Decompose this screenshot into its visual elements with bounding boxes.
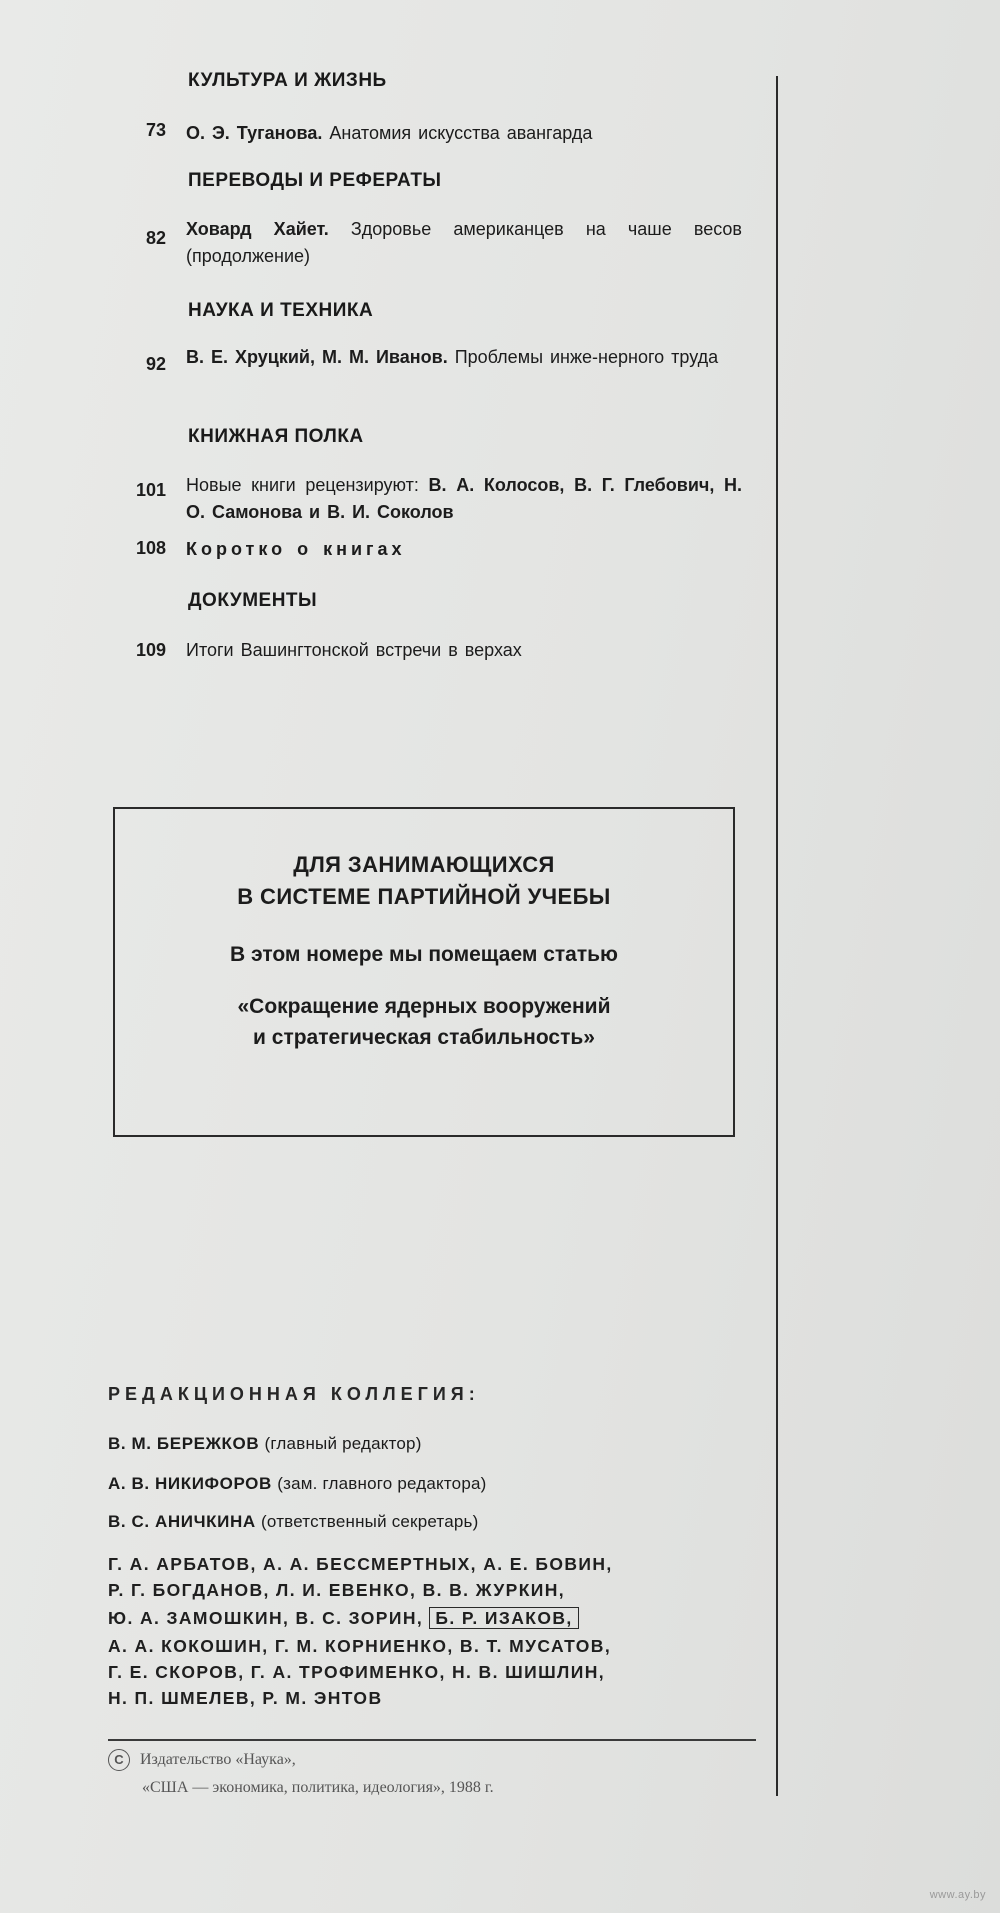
editor-role: (ответственный секретарь) (261, 1512, 479, 1531)
page-number: 92 (145, 354, 166, 374)
editor-role: (главный редактор) (264, 1434, 422, 1453)
board-heading: РЕДАКЦИОННАЯ КОЛЛЕГИЯ: (108, 1384, 480, 1404)
editor-line (108, 1434, 422, 1454)
copyright-notice (108, 1746, 748, 1802)
members-line: Р. Г. БОГДАНОВ, Л. И. ЕВЕНКО, В. В. ЖУРКИН, (108, 1580, 566, 1600)
entry-text (186, 216, 742, 270)
entry-text (186, 120, 742, 147)
page-number: 101 (135, 480, 166, 500)
notice-title (115, 849, 733, 913)
members-line: Г. А. АРБАТОВ, А. А. БЕССМЕРТНЫХ, А. Е. БОВИН, (108, 1554, 613, 1574)
page-number: 73 (145, 120, 166, 140)
entry-title: Проблемы инже-нерного труда (454, 347, 719, 367)
section-title-translations: ПЕРЕВОДЫ И РЕФЕРАТЫ (188, 170, 442, 191)
entry-title: Итоги Вашингтонской встречи в верхах (186, 640, 522, 660)
page-number: 108 (135, 538, 166, 558)
members-line: Н. П. ШМЕЛЕВ, Р. М. ЭНТОВ (108, 1688, 383, 1708)
page-number: 82 (145, 228, 166, 248)
entry-author: В. Е. Хруцкий, М. М. Иванов. (186, 347, 448, 367)
editor-name: А. В. НИКИФОРОВ (108, 1474, 272, 1493)
notice-title-line: ДЛЯ ЗАНИМАЮЩИХСЯ (293, 852, 555, 877)
entry-reviewers: В. А. Колосов, В. Г. Глебович, Н. О. Самонова и В. И. Соколов (186, 475, 742, 522)
section-title-documents: ДОКУМЕНТЫ (188, 590, 318, 611)
section-title-culture: КУЛЬТУРА И ЖИЗНЬ (188, 70, 387, 91)
members-line-text: Ю. А. ЗАМОШКИН, В. С. ЗОРИН, (108, 1608, 424, 1628)
publisher: Издательство «Наука», (140, 1751, 296, 1768)
copyright-icon: C (108, 1749, 130, 1771)
article-title-line: и стратегическая стабильность» (253, 1026, 595, 1049)
copyright-line (108, 1746, 748, 1774)
section-title-science: НАУКА И ТЕХНИКА (188, 300, 374, 321)
entry-title: Коротко о книгах (186, 539, 406, 559)
party-study-notice (113, 807, 735, 1137)
entry-title: Новые книги рецензируют: (186, 475, 419, 495)
members-line (108, 1608, 579, 1629)
notice-article-title (115, 991, 733, 1053)
members-line: А. А. КОКОШИН, Г. М. КОРНИЕНКО, В. Т. МУСАТОВ, (108, 1636, 612, 1656)
members-line: Г. Е. СКОРОВ, Г. А. ТРОФИМЕНКО, Н. В. ШИШЛИН, (108, 1662, 606, 1682)
notice-title-line: В СИСТЕМЕ ПАРТИЙНОЙ УЧЕБЫ (237, 884, 611, 909)
entry-author: О. Э. Туганова. (186, 123, 323, 143)
editor-name: В. М. БЕРЕЖКОВ (108, 1434, 260, 1453)
entry-title: Здоровье американцев на чаше весов (продолжение) (186, 219, 742, 266)
editor-line (108, 1512, 478, 1532)
horizontal-rule (108, 1739, 756, 1741)
page-number: 109 (135, 640, 166, 660)
section-title-bookshelf: КНИЖНАЯ ПОЛКА (188, 426, 364, 447)
editor-line (108, 1474, 487, 1494)
notice-subtitle: В этом номере мы помещаем статью (230, 943, 618, 966)
editor-role: (зам. главного редактора) (277, 1474, 487, 1493)
vertical-rule (776, 76, 778, 1796)
boxed-member-name: Б. Р. ИЗАКОВ, (429, 1607, 578, 1629)
editor-name: В. С. АНИЧКИНА (108, 1512, 256, 1531)
watermark: www.ay.by (929, 1889, 986, 1901)
entry-text (186, 344, 742, 371)
entry-author: Ховард Хайет. (186, 219, 329, 239)
entry-text (186, 472, 742, 526)
copyright-line: «США — экономика, политика, идеология», 1988 г. (142, 1779, 494, 1796)
article-title-line: «Сокращение ядерных вооружений (237, 995, 611, 1018)
entry-title: Анатомия искусства авангарда (329, 123, 593, 143)
